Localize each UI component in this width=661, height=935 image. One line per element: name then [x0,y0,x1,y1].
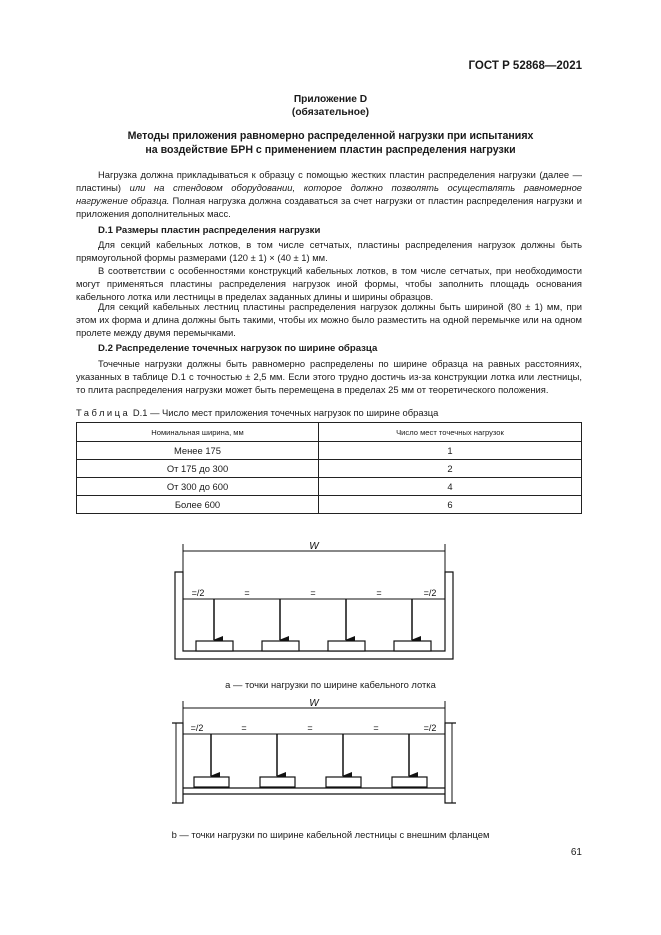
document-code: ГОСТ Р 52868—2021 [468,60,582,72]
equal-spacing-mark: = [376,588,382,598]
table-cell-width: От 175 до 300 [77,460,319,478]
load-plate [194,777,229,787]
appendix-status: (обязательное) [291,107,370,118]
left-flange [172,723,183,803]
table-row [77,496,582,514]
equal-spacing-mark: = [241,723,247,733]
intro-paragraph [76,168,582,220]
load-points-table [76,422,582,514]
figure-b-cable-ladder-diagram [0,697,661,817]
intro-text-1: Нагрузка должна прикладываться к образцу с помощью жестких пластин распределения нагрузки (далее — пластины) [76,169,582,193]
half-spacing-right: =/2 [423,723,437,733]
table-cell-points: 1 [319,442,582,460]
column-header-points: Число мест точечных нагрузок [319,423,582,442]
appendix-heading-line1: Методы приложения равномерно распределенной нагрузки при испытаниях [127,130,534,142]
table-cell-width: От 300 до 600 [77,478,319,496]
d2-paragraph-1: Точечные нагрузки должны быть равномерно распределены по ширине образца на равных расстояниях, указанных в таблице D.1 с точностью ± 2,5 мм. Если этого трудно достичь из-за конструкции лотка или лестницы, то плита распределения нагрузки может быть перемещена в пределах 25 мм от теоретического положения. [76,358,582,395]
half-spacing-left: =/2 [191,588,205,598]
table-cell-width: Более 600 [77,496,319,514]
figure-a-caption: а — точки нагрузки по ширине кабельного лотка [225,679,436,690]
d1-paragraph-3: Для секций кабельных лестниц пластины распределения нагрузок должны быть шириной (80 ± 1) мм, при этом их форма и длина должны быть такими, чтобы их можно было разместить на одной перемычке или на одном пролете между двумя перемычками. [76,301,582,338]
d1-paragraph-2: В соответствии с особенностями конструкций кабельных лотков, в том числе сетчатых, при необходимости могут применяться пластины распределения нагрузок иной формы, чтобы заполнить площадь основания кабельного лотка или лестницы в пределах заданных длины и ширины образцов. [76,265,582,302]
half-spacing-right: =/2 [423,588,437,598]
width-label: W [309,541,319,552]
table-cell-points: 6 [319,496,582,514]
load-plate [392,777,427,787]
column-header-width: Номинальная ширина, мм [77,423,319,442]
intro-text-italic: или на стендовом оборудовании, которое должно позволять осуществлять равномерное нагружение образца. [76,182,582,206]
equal-spacing-mark: = [373,723,379,733]
d1-paragraph-1: Для секций кабельных лотков, в том числе сетчатых, пластины распределения нагрузок должны быть прямоугольной формы размерами (120 ± 1) × (40 ± 1) мм. [76,239,582,263]
half-spacing-left: =/2 [190,723,204,733]
equal-spacing-mark: = [310,588,316,598]
table-row [77,460,582,478]
load-plate [260,777,295,787]
table-cell-width: Менее 175 [77,442,319,460]
load-plate [326,777,361,787]
appendix-title: Приложение D [293,94,368,105]
table-caption [76,407,438,418]
equal-spacing-mark: = [307,723,313,733]
load-plate [394,641,431,651]
figure-b-caption: b — точки нагрузки по ширине кабельной лестницы с внешним фланцем [171,829,490,840]
table-header-row [77,423,582,442]
width-label: W [309,698,319,709]
table-row [77,442,582,460]
appendix-heading-line2: на воздействие БРН с применением пластин распределения нагрузки [145,144,516,156]
load-plate [196,641,233,651]
table-row [77,478,582,496]
load-plate [328,641,365,651]
table-caption-word: Таблица [76,407,131,418]
table-caption-text: D.1 — Число мест приложения точечных нагрузок по ширине образца [130,407,439,418]
section-d2-heading: D.2 Распределение точечных нагрузок по ширине образца [98,343,378,354]
table-cell-points: 2 [319,460,582,478]
right-flange [445,723,456,803]
page-number: 61 [570,847,582,858]
intro-text-3: Полная нагрузка должна создаваться за счет нагрузки от пластин распределения нагрузки и приложения дополнительных масс. [76,195,582,219]
load-plate [262,641,299,651]
table-cell-points: 4 [319,478,582,496]
section-d1-heading: D.1 Размеры пластин распределения нагрузки [98,225,321,236]
figure-a-cable-tray-diagram [0,530,661,670]
equal-spacing-mark: = [244,588,250,598]
